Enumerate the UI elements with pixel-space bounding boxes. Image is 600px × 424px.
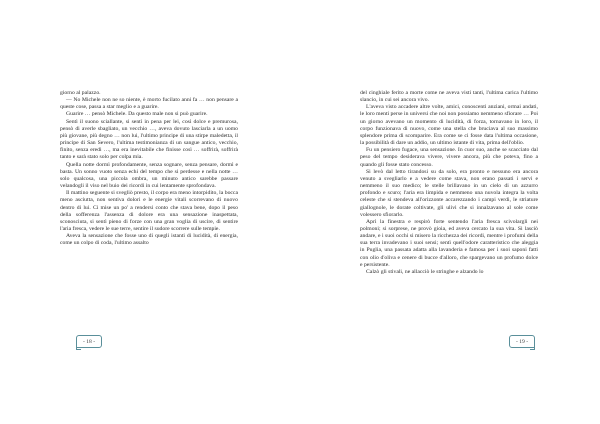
page-number: - 19 -	[509, 335, 535, 348]
paragraph: — No Michele non ne so niente, è morto fucilato anni fa … non pensare a queste cose, passa a star meglio e a guarire.	[60, 97, 238, 111]
paragraph: L'aveva visto accadere altre volte, amici, conoscenti anziani, ormai andati, le loro menti perse in universi che noi non possiamo nemmeno sfiorare … Poi un giorno avevano un momento di lucidità, di forza, tornavano in loro, il corpo funzionava di nuovo, come una stella che bruciava al suo massimo splendore prima di scomparire. Era come se ci fosse data l'ultima occasione, la possibilità di dare un addio, un ultimo istante di vita, prima dell'oblio.	[360, 104, 538, 147]
right-page-text	[360, 90, 538, 276]
paragraph: Quella notte dormì profondamente, senza sognare, senza pensare, dormì e basta. Un sonno vuoto senza echi del tempo che si perdesse e nella notte … solo qualcosa, una piccola ombra, un minuto antico sarebbe passare velandogli il viso nel buio dei ricordi in cui lentamente sprofondava.	[60, 161, 238, 190]
page-number: - 18 -	[76, 335, 102, 348]
paragraph: Calzò gli stivali, ne allacciò le stringhe e alzando lo	[366, 268, 484, 275]
paragraph: Guarire … pensò Michele. Da questo male non si può guarire.	[66, 111, 208, 118]
paragraph: del cinghiale ferito a morte come ne aveva visti tanti, l'ultima carica l'ultimo slancio, in cui sei ancora vivo.	[360, 90, 538, 104]
paragraph: Il mattino seguente si svegliò presto, il corpo era meno intorpidito, la bocca meno asciutta, non sentiva dolori e le energie vitali scorrevano di nuovo dentro di lui. Ci mise un po' a rendersi conto che stava bene, dopo il peso della sofferenza l'assenza di dolore era una sensazione inaspettata, sconosciuta, si sentì pieno di forze con una gran voglia di uscire, di sentire l'aria fresca, vedere le sue terre, sentire il sudore scorrere sulle tempie.	[60, 190, 238, 232]
paragraph: Aveva la sensazione che fosse uno di quegli istanti di lucidità, di energia, come un colpo di coda, l'ultimo assalto	[60, 233, 238, 247]
paragraph: Fu un pensiero fugace, una sensazione. In cuor suo, anche se scacciato dal peso del tempo desiderava vivere, vivere ancora, più che poteva, fino a quando gli fosse stato concesso.	[360, 147, 538, 168]
right-page	[300, 0, 600, 424]
paragraph: Sentì il suono sciallante, si sentì in pena per lei, così dolce e premurosa, pensò di averle sbagliato, un vecchio …, aveva dovuto lasciarla a un uomo più giovane, più degno … non lui, l'ultimo principe di una stirpe maledetta, il principe di San Severo, l'ultima testimonianza di un sangue antico, vecchio, finito, senza eredi …, ma era inevitabile che finisse così … soffrirà, soffrirà tanto e sarà stato solo per colpa mia.	[60, 118, 238, 161]
paragraph: giorno al palazzo.	[60, 90, 101, 96]
paragraph: Si levò dal letto tirandosi su da solo, era pronto e nessuno era ancora venuto a svegliarlo e a vedere come stava, non erano passati i servi e nemmeno il suo medico; le stelle brillavano in un cielo di un azzurro profondo e scuro; l'aria era limpida e nemmeno una nuvola integra la volta celeste che si stendeva all'orizzonte accarezzando i campi verdi, le striature giallognole, le dorate coltivate, gli ulivi che si innalzavano al sole come volessero sfiorarlo.	[360, 168, 538, 218]
left-page-text	[60, 90, 238, 247]
paragraph: Aprì la finestra e respirò forte sentendo l'aria fresca scivolargli nei polmoni; si sorprese, ne provò gioia, ed aveva cercato la sua vita. Si lasciò andare, e i suoi occhi si misero la ricchezza dei ricordi, mentre i profumi della sua terra invadevano i suoi sensi; sentì quell'odore caratteristico che aleggia in Puglia, una passata adatta alla lavanderia e famosa per i suoi saponi fatti con olio d'oliva e cenere di bucce d'alloro, che spargevano un profumo dolce e persistente.	[360, 218, 538, 268]
